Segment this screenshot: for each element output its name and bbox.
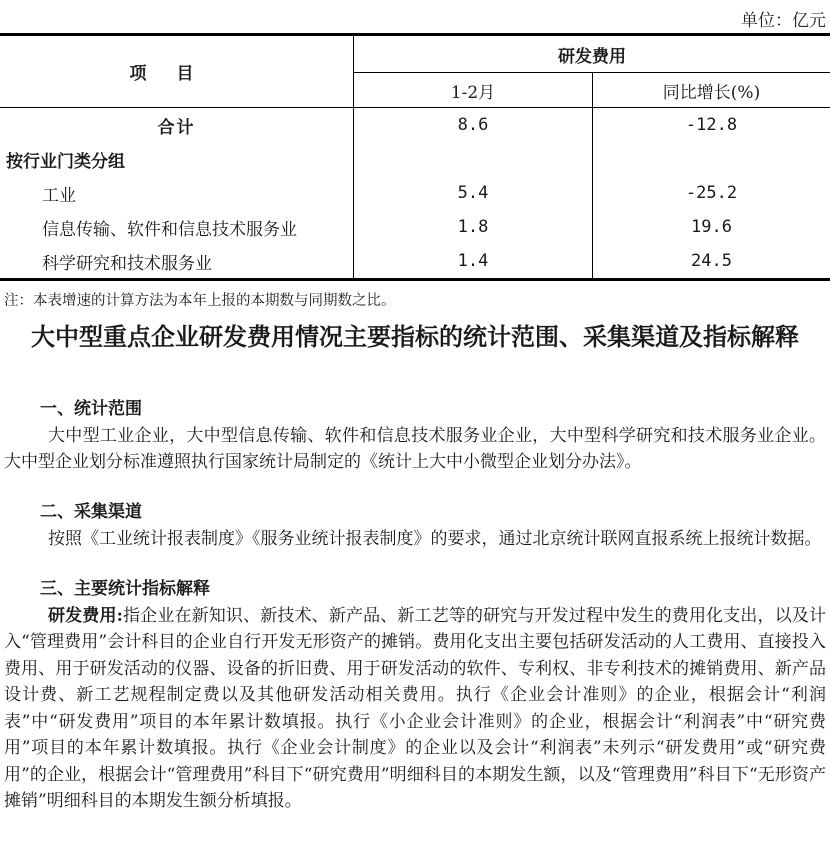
row-value-yoy: -12.8 xyxy=(685,115,738,135)
document-title: 大中型重点企业研发费用情况主要指标的统计范围、采集渠道及指标解释 xyxy=(31,322,799,351)
row-label: 工业 xyxy=(0,176,354,210)
row-value-yoy: -25.2 xyxy=(685,183,738,203)
header-jan-feb: 1-2月 xyxy=(354,73,593,108)
row-value-jan-feb xyxy=(354,142,593,176)
table-note: 注：本表增速的计算方法为本年上报的本期数与同期数之比。 xyxy=(4,293,396,309)
section-body: 按照《工业统计报表制度》《服务业统计报表制度》的要求，通过北京统计联网直报系统上报统计数据。 xyxy=(48,528,822,549)
table-row xyxy=(0,176,830,210)
header-rd-expense: 研发费用 xyxy=(354,35,830,73)
row-value-yoy xyxy=(593,142,830,176)
table-header-row-1 xyxy=(0,35,830,73)
section-heading: 三、主要统计指标解释 xyxy=(40,579,210,599)
row-label: 科学研究和技术服务业 xyxy=(0,244,354,280)
header-item: 项目 xyxy=(0,35,354,108)
table-row xyxy=(0,244,830,280)
term-definition: 指企业在新知识、新技术、新产品、新工艺等的研究与开发过程中发生的费用化支出，以及计入“管理费用”会计科目的企业自行开发无形资产的摊销。费用化支出主要包括研发活动的人工费用、直接投入费用、用于研发活动的仪器、设备的折旧费、用于研发活动的软件、专利权、非专利技术的摊销费用、新产品设计费、新工艺规程制定费以及其他研发活动相关费用。执行《企业会计准则》的企业，根据会计“利润表”中“研发费用”项目的本年累计数填报。执行《小企业会计准则》的企业，根据会计“利润表”中“研究费用”项目的本年累计数填报。执行《企业会计制度》的企业以及会计“利润表”未列示“研发费用”或“研究费用”的企业，根据会计“管理费用”科目下“研究费用”明细科目的本期发生额，以及“管理费用”科目下“无形资产摊销”明细科目的本期发生额分析填报。 xyxy=(4,605,826,811)
section-heading: 一、统计范围 xyxy=(40,399,142,419)
unit-label: 单位：亿元 xyxy=(741,11,826,31)
table-row-total xyxy=(0,108,830,143)
row-value-jan-feb: 8.6 xyxy=(354,108,593,143)
section-body xyxy=(0,603,830,815)
row-label: 信息传输、软件和信息技术服务业 xyxy=(0,210,354,244)
row-value-yoy: 19.6 xyxy=(691,217,732,237)
row-value-jan-feb: 5.4 xyxy=(354,176,593,210)
row-value-jan-feb: 1.8 xyxy=(354,210,593,244)
section-scope xyxy=(0,396,830,476)
section-indicators xyxy=(0,576,830,815)
term-label: 研发费用: xyxy=(48,605,123,626)
section-channel xyxy=(0,499,830,552)
section-body: 大中型工业企业，大中型信息传输、软件和信息技术服务业企业，大中型科学研究和技术服务业企业。大中型企业划分标准遵照执行国家统计局制定的《统计上大中小微型企业划分办法》。 xyxy=(4,425,826,472)
table-row-group xyxy=(0,142,830,176)
header-yoy-growth: 同比增长(%) xyxy=(593,73,830,108)
section-heading: 二、采集渠道 xyxy=(40,502,142,522)
row-value-jan-feb: 1.4 xyxy=(354,244,593,280)
rd-expense-table xyxy=(0,33,830,281)
row-value-yoy: 24.5 xyxy=(691,251,732,271)
row-label: 按行业门类分组 xyxy=(0,142,354,176)
row-label: 合计 xyxy=(0,108,354,143)
table-row xyxy=(0,210,830,244)
